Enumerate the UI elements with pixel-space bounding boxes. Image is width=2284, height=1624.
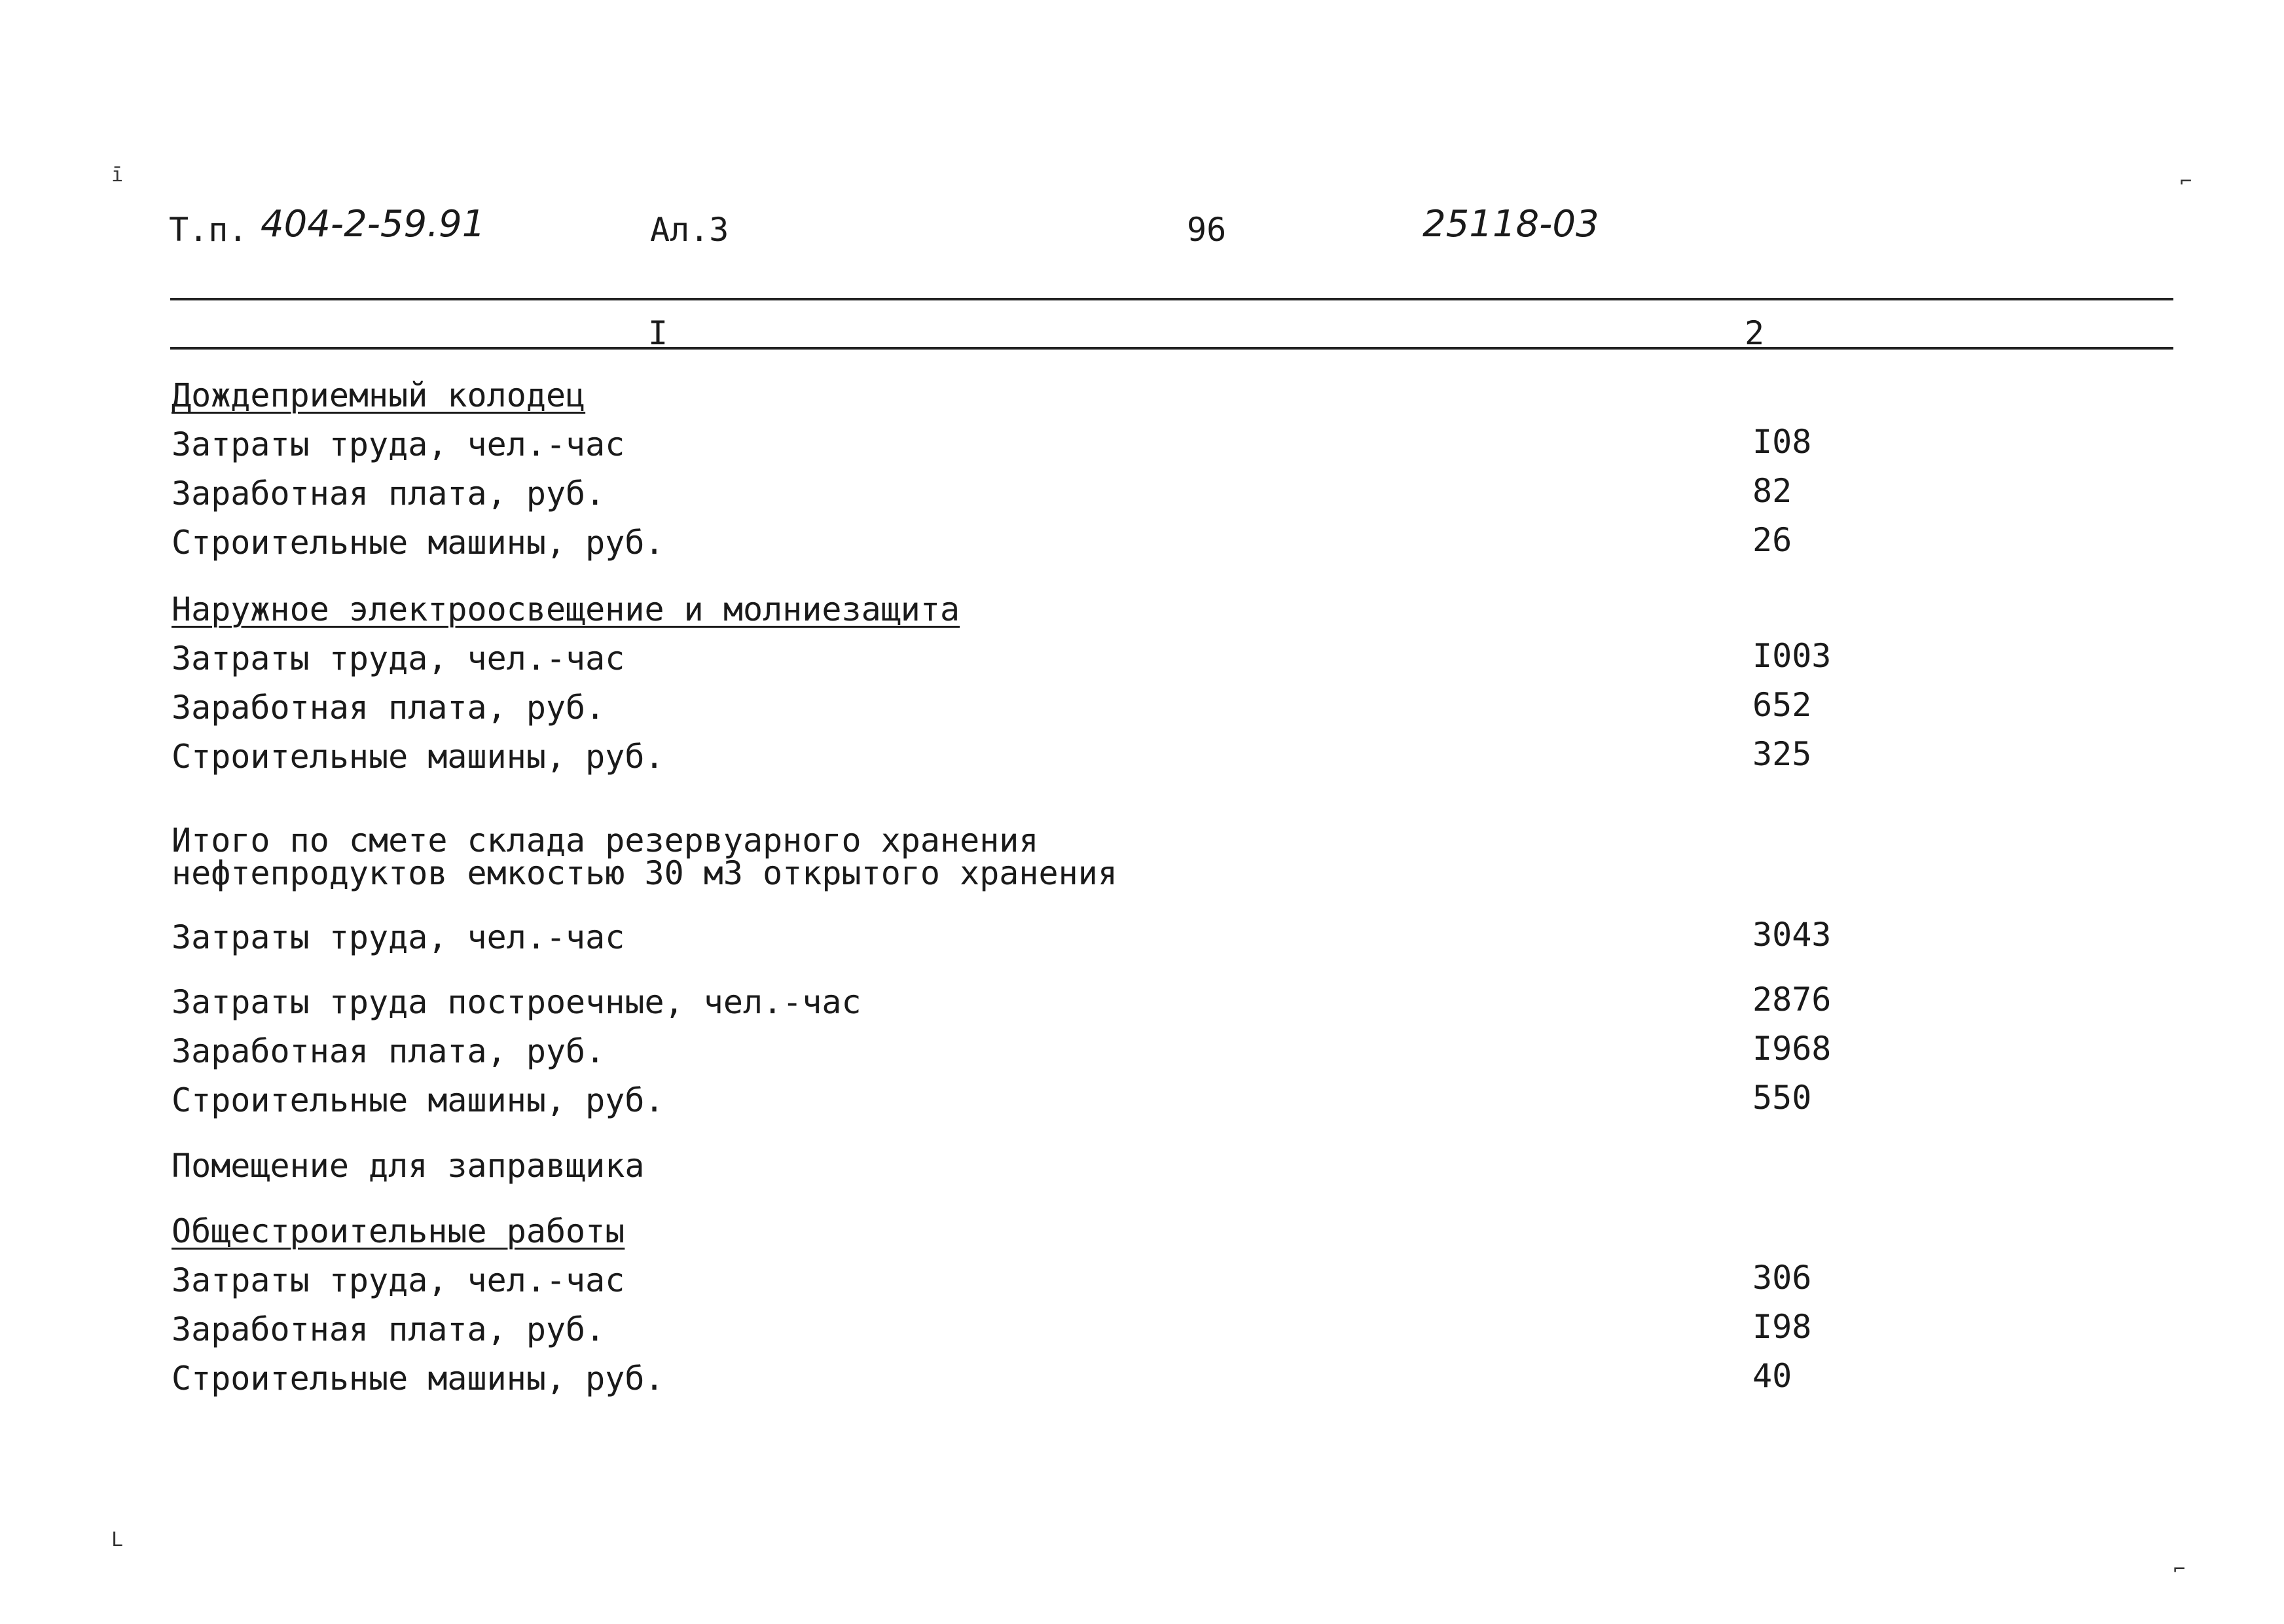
row-value: 82 <box>1752 472 1792 510</box>
section-title <box>172 590 2175 636</box>
row-value: 550 <box>1752 1079 1812 1117</box>
table-row <box>172 735 2175 784</box>
table-row <box>172 472 2175 520</box>
row-label: Затраты труда, чел.-час <box>172 1261 625 1299</box>
total-title-line-1: Итого по смете склада резервуарного хранения <box>172 821 1039 859</box>
table-row <box>172 1032 2175 1078</box>
table-row <box>172 686 2175 734</box>
section-title-text: Дождеприемный колодец <box>172 376 586 414</box>
table-row <box>172 1357 2175 1405</box>
page-number: 96 <box>1187 211 1227 249</box>
section-title-text: Помещение для заправщика <box>172 1147 645 1185</box>
document-header <box>169 203 2172 255</box>
section-title-text: Общестроительные работы <box>172 1212 625 1250</box>
row-value: I08 <box>1752 423 1812 461</box>
corner-mark-top-right: ⌐ <box>2180 170 2192 193</box>
row-label: Заработная плата, руб. <box>172 475 606 513</box>
row-label: Затраты труда построечные, чел.-час <box>172 983 861 1021</box>
album-number: Ал.3 <box>650 211 729 249</box>
section-title <box>172 1212 2175 1258</box>
column-header-1: I <box>648 314 668 352</box>
row-value: 652 <box>1752 686 1812 724</box>
total-title <box>172 821 2175 900</box>
row-label: Заработная плата, руб. <box>172 1032 606 1070</box>
table-top-rule <box>170 298 2173 300</box>
corner-mark-bottom-left: L <box>111 1528 124 1551</box>
row-label: Заработная плата, руб. <box>172 689 606 727</box>
section-title-text: Наружное электроосвещение и молниезащита <box>172 590 960 628</box>
row-value: 325 <box>1752 735 1812 773</box>
row-label: Строительные машины, руб. <box>172 524 664 562</box>
row-label: Строительные машины, руб. <box>172 738 664 776</box>
section-title <box>172 376 2175 422</box>
row-label: Строительные машины, руб. <box>172 1081 664 1119</box>
table-row <box>172 521 2175 569</box>
table-row <box>172 1081 2175 1127</box>
table-row <box>172 1310 2175 1356</box>
total-title-line-2: нефтепродуктов емкостью 30 м3 открытого хранения <box>172 854 1117 892</box>
row-value: 2876 <box>1752 981 1832 1019</box>
document-code: 25118-03 <box>1423 203 1599 245</box>
corner-mark-top-left: ī <box>111 164 124 187</box>
table-header-rule <box>170 347 2173 350</box>
row-label: Затраты труда, чел.-час <box>172 640 625 677</box>
row-label: Строительные машины, руб. <box>172 1360 664 1398</box>
table-row <box>172 1261 2175 1307</box>
row-label: Затраты труда, чел.-час <box>172 425 625 463</box>
section-title <box>172 1147 2175 1193</box>
row-value: I003 <box>1752 637 1832 675</box>
header-prefix: Т.п. <box>169 211 248 249</box>
row-value: 26 <box>1752 521 1792 559</box>
row-value: 40 <box>1752 1357 1792 1395</box>
table-row <box>172 918 2175 964</box>
table-row <box>172 425 2175 471</box>
row-value: 306 <box>1752 1259 1812 1297</box>
table-row <box>172 983 2175 1029</box>
row-value: I968 <box>1752 1030 1832 1068</box>
row-value: I98 <box>1752 1308 1812 1346</box>
table-row <box>172 637 2175 685</box>
corner-mark-bottom-right: ⌐ <box>2173 1558 2186 1581</box>
project-number: 404-2-59.91 <box>261 203 486 245</box>
row-value: 3043 <box>1752 916 1832 954</box>
row-label: Затраты труда, чел.-час <box>172 918 625 956</box>
column-header-2: 2 <box>1745 314 1765 352</box>
row-label: Заработная плата, руб. <box>172 1310 606 1348</box>
